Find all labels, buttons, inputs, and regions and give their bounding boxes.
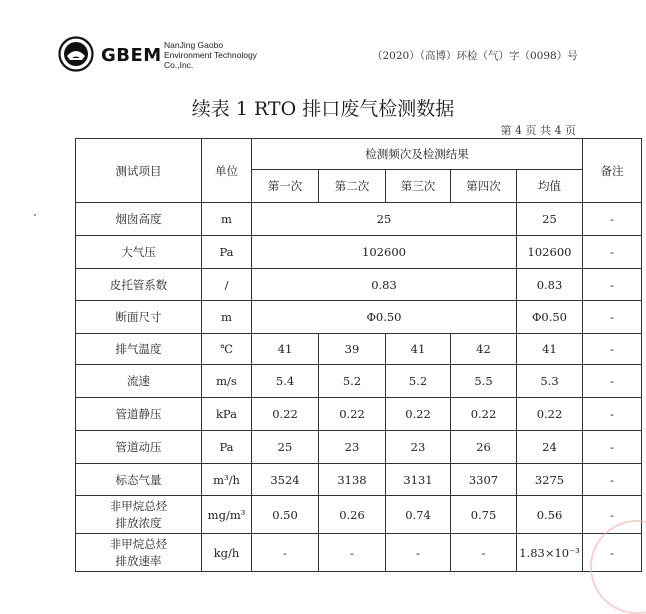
row-value-3: 23 — [386, 431, 451, 464]
page-info: 第 4 页 共 4 页 — [500, 124, 576, 137]
row-unit: kg/h — [202, 534, 252, 572]
row-note: - — [583, 236, 642, 269]
row-value-3: 5.2 — [386, 365, 451, 398]
row-value-4: 5.5 — [451, 365, 517, 398]
row-note: - — [583, 398, 642, 431]
row-value-2: 0.26 — [319, 496, 386, 534]
row-item — [76, 534, 202, 572]
row-value-2: 0.22 — [319, 398, 386, 431]
row-item-line: 非甲烷总烃 — [109, 498, 168, 513]
row-avg: 1.83×10⁻³ — [517, 534, 583, 572]
row-value-4: 0.22 — [451, 398, 517, 431]
row-item: 排气温度 — [76, 334, 202, 365]
row-unit: ℃ — [202, 334, 252, 365]
row-value-2: 39 — [319, 334, 386, 365]
table-row — [76, 365, 642, 398]
data-table — [75, 138, 642, 572]
row-value-3: - — [386, 534, 451, 572]
row-item-line: 非甲烷总烃 — [109, 536, 168, 551]
table-row — [76, 301, 642, 334]
subheader-3: 第三次 — [386, 170, 451, 203]
subheader-1: 第一次 — [252, 170, 319, 203]
scan-speck — [34, 214, 36, 216]
row-value-3: 41 — [386, 334, 451, 365]
row-item: 流速 — [76, 365, 202, 398]
company-name — [164, 40, 257, 70]
row-avg: 0.56 — [517, 496, 583, 534]
row-value-1: 5.4 — [252, 365, 319, 398]
row-value-1: 0.50 — [252, 496, 319, 534]
row-avg: 25 — [517, 203, 583, 236]
row-avg: 5.3 — [517, 365, 583, 398]
row-avg: 41 — [517, 334, 583, 365]
row-unit: kPa — [202, 398, 252, 431]
row-value: 25 — [252, 203, 517, 236]
row-item: 皮托管系数 — [76, 269, 202, 301]
row-value-1: 3524 — [252, 464, 319, 496]
row-unit: / — [202, 269, 252, 301]
table-row — [76, 464, 642, 496]
row-note: - — [583, 365, 642, 398]
row-value-4: 26 — [451, 431, 517, 464]
row-value: Φ0.50 — [252, 301, 517, 334]
row-value-2: 3138 — [319, 464, 386, 496]
table-row — [76, 398, 642, 431]
company-line: NanJing Gaobo — [164, 40, 224, 50]
row-item: 烟囱高度 — [76, 203, 202, 236]
row-note: - — [583, 534, 642, 572]
row-value-1: 25 — [252, 431, 319, 464]
row-value-1: - — [252, 534, 319, 572]
table-row — [76, 431, 642, 464]
row-avg: 0.83 — [517, 269, 583, 301]
row-note: - — [583, 203, 642, 236]
row-note: - — [583, 301, 642, 334]
row-item — [76, 496, 202, 534]
row-value-1: 41 — [252, 334, 319, 365]
row-note: - — [583, 334, 642, 365]
document-number: （2020）（高博）环检（气）字（0098）号 — [372, 50, 578, 62]
row-note: - — [583, 269, 642, 301]
row-item: 断面尺寸 — [76, 301, 202, 334]
table-row — [76, 269, 642, 301]
row-unit: m/s — [202, 365, 252, 398]
table-row — [76, 236, 642, 269]
subheader-2: 第二次 — [319, 170, 386, 203]
header-group: 检测频次及检测结果 — [252, 139, 583, 170]
row-avg: 102600 — [517, 236, 583, 269]
subheader-avg: 均值 — [517, 170, 583, 203]
subheader-4: 第四次 — [451, 170, 517, 203]
row-value: 102600 — [252, 236, 517, 269]
row-unit: Pa — [202, 236, 252, 269]
row-item: 管道动压 — [76, 431, 202, 464]
row-note: - — [583, 496, 642, 534]
row-item: 管道静压 — [76, 398, 202, 431]
header-unit: 单位 — [202, 139, 252, 203]
row-item: 大气压 — [76, 236, 202, 269]
company-logo — [58, 36, 94, 72]
row-value-4: 3307 — [451, 464, 517, 496]
row-note: - — [583, 431, 642, 464]
company-line: Co.,Inc. — [164, 60, 194, 70]
row-unit: mg/m³ — [202, 496, 252, 534]
row-avg: 3275 — [517, 464, 583, 496]
row-avg: 24 — [517, 431, 583, 464]
company-line: Environment Technology — [164, 50, 257, 60]
table-row — [76, 203, 642, 236]
row-unit: m — [202, 301, 252, 334]
header-note: 备注 — [583, 139, 642, 203]
row-value-3: 0.22 — [386, 398, 451, 431]
row-value-2: - — [319, 534, 386, 572]
row-unit: m³/h — [202, 464, 252, 496]
row-value-3: 3131 — [386, 464, 451, 496]
row-avg: Φ0.50 — [517, 301, 583, 334]
page-title: 续表 1 RTO 排口废气检测数据 — [191, 98, 455, 120]
row-value-4: 42 — [451, 334, 517, 365]
row-value-1: 0.22 — [252, 398, 319, 431]
row-avg: 0.22 — [517, 398, 583, 431]
row-unit: m — [202, 203, 252, 236]
header-item: 测试项目 — [76, 139, 202, 203]
row-item-line: 排放速率 — [115, 553, 162, 568]
row-value-4: - — [451, 534, 517, 572]
row-item-line: 排放浓度 — [115, 515, 162, 530]
row-item: 标态气量 — [76, 464, 202, 496]
table-row — [76, 496, 642, 534]
row-value-3: 0.74 — [386, 496, 451, 534]
row-value: 0.83 — [252, 269, 517, 301]
row-value-4: 0.75 — [451, 496, 517, 534]
table-row — [76, 534, 642, 572]
brand-name: GBEM — [101, 45, 162, 66]
row-value-2: 23 — [319, 431, 386, 464]
table-row — [76, 334, 642, 365]
row-unit: Pa — [202, 431, 252, 464]
row-note: - — [583, 464, 642, 496]
row-value-2: 5.2 — [319, 365, 386, 398]
